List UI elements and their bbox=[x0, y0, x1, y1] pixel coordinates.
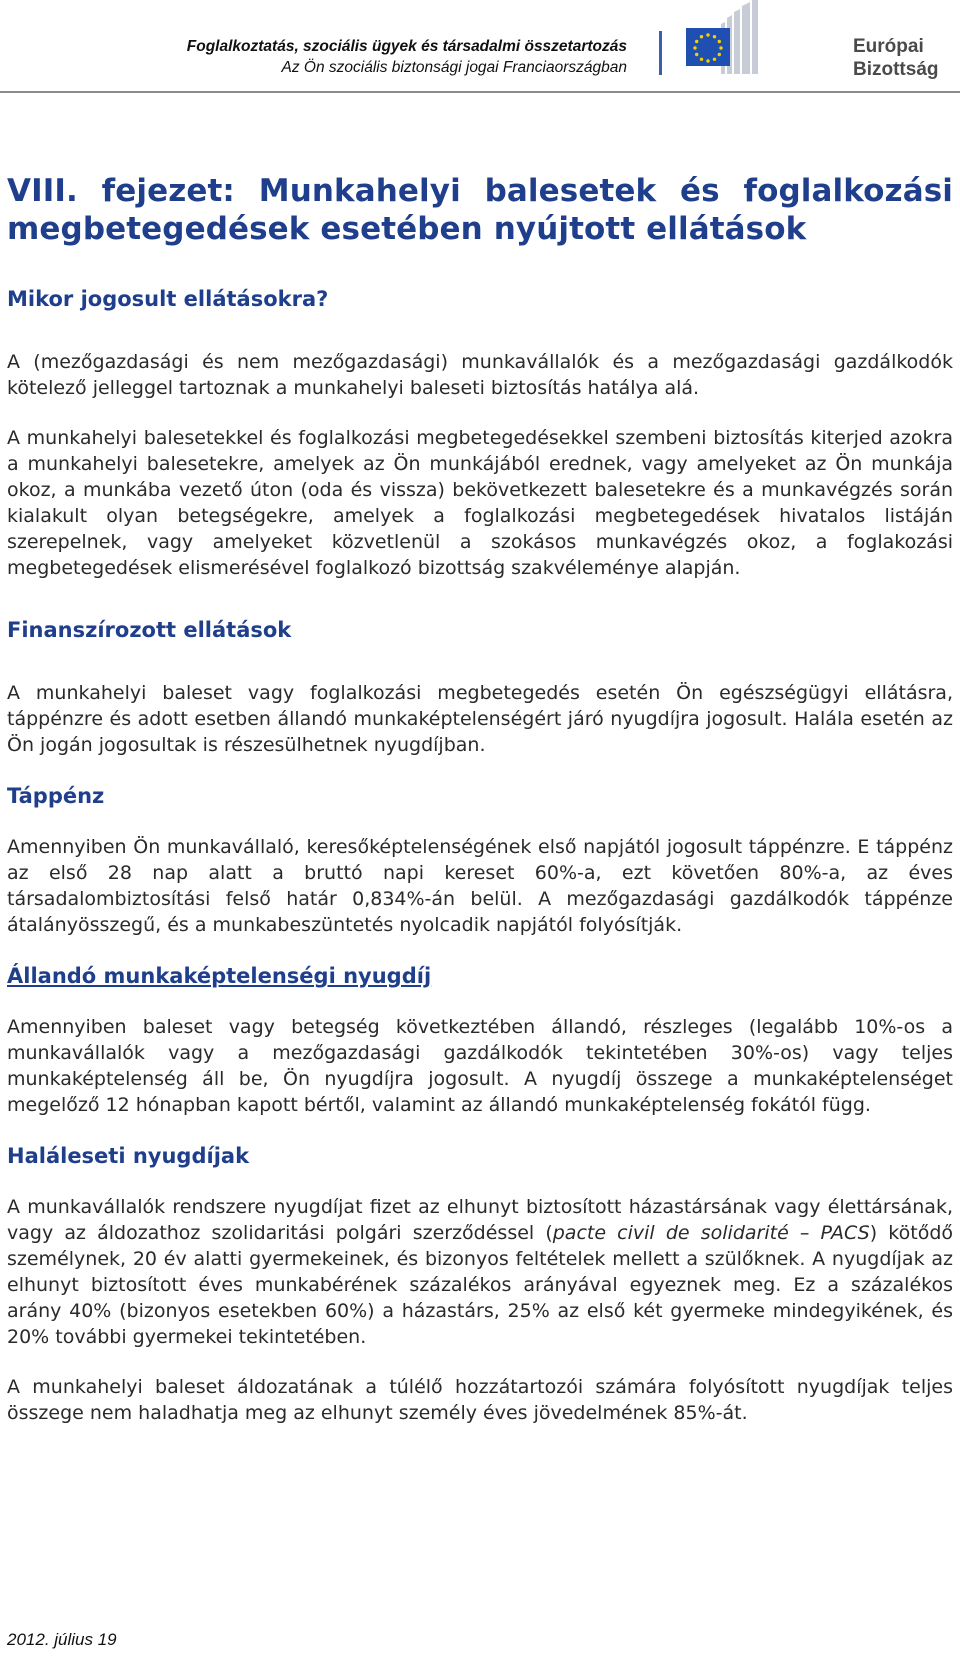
header-text bbox=[187, 37, 627, 78]
header-department: Foglalkoztatás, szociális ügyek és társadalmi összetartozás bbox=[186, 38, 627, 55]
paragraph: Amennyiben baleset vagy betegség következtében állandó, részleges (legalább 10%-os a munkavállalók vagy a mezőgazdasági gazdálkodók tekintetében 30%-os) vagy teljes munkaképtelenség áll be, Ön nyugdíjra jogosult. A nyugdíj összege a munkaképtelenséget megelőző 12 hónapban kapott bértől, valamint az állandó munkaképtelenség fokától függ. bbox=[7, 1016, 953, 1116]
paragraph: A munkahelyi baleset áldozatának a túlélő hozzátartozói számára folyósított nyugdíjak teljes összege nem haladhatja meg az elhunyt személy éves jövedelmének 85%-át. bbox=[7, 1376, 953, 1424]
header-document-title: Az Ön szociális biztonsági jogai Franciaországban bbox=[281, 59, 627, 76]
paragraph-text: A munkavállalók rendszere nyugdíjat fizet az elhunyt biztosított házastársának vagy élettársának, vagy az áldozathoz szolidaritási polgári szerződéssel ( bbox=[7, 1196, 953, 1244]
paragraph: A munkahelyi baleset vagy foglalkozási megbetegedés esetén Ön egészségügyi ellátásra, táppénzre és adott esetben állandó munkaképtelenségért járó nyugdíjra jogosult. Halála esetén az Ön jogán jogosultak is részesülhetnek nyugdíjban. bbox=[7, 682, 953, 756]
organization-name-line1: Európai bbox=[853, 36, 924, 57]
section-heading-sick-pay: Táppénz bbox=[7, 784, 105, 808]
section-heading-survivor-pensions: Haláleseti nyugdíjak bbox=[7, 1144, 250, 1168]
section-heading-eligibility: Mikor jogosult ellátásokra? bbox=[7, 287, 329, 311]
page-header bbox=[0, 0, 960, 92]
header-divider bbox=[659, 31, 662, 75]
european-commission-logo bbox=[680, 0, 760, 80]
paragraph: A munkahelyi balesetekkel és foglalkozási megbetegedésekkel szembeni biztosítás kiterjed azokra a munkahelyi balesetekre, amelyek az Ön munkájából erednek, vagy amelyeket az Ön munkája okoz, a munkába vezető úton (oda és vissza) bekövetkezett balesetekre és a munkavégzés során kialakult olyan betegségekre, amelyek a foglalkozási megbetegedések hivatalos listáján szerepelnek, vagy amelyeket közvetlenül a szokásos munkavégzés okoz, a foglakozási megbetegedések elismerésével foglalkozó bizottság szakvéleménye alapján. bbox=[7, 427, 953, 579]
section-heading-disability-pension: Állandó munkaképtelenségi nyugdíj bbox=[7, 964, 432, 988]
paragraph-text: ) kötődő személynek, 20 év alatti gyermekeinek, és bizonyos feltételek mellett a szülőknek. A nyugdíjak az elhunyt biztosított éves munkabérének százalékos arányával egyeznek meg. Ez a százalékos arány 40% (bizonyos esetekben 60%) a házastárs, 25% az első két gyermeke mindegyikének, és 20% további gyermekei tekintetében. bbox=[7, 1222, 953, 1348]
organization-name-line2: Bizottság bbox=[853, 59, 939, 80]
paragraph-italic-term: pacte civil de solidarité – PACS bbox=[552, 1222, 870, 1244]
header-rule bbox=[0, 91, 960, 93]
paragraph bbox=[7, 1194, 953, 1350]
document-body bbox=[7, 172, 953, 1426]
section-heading-benefits: Finanszírozott ellátások bbox=[7, 618, 292, 642]
page-footer-date: 2012. július 19 bbox=[7, 1630, 117, 1649]
paragraph: Amennyiben Ön munkavállaló, keresőképtelenségének első napjától jogosult táppénzre. E táppénz az első 28 nap alatt a bruttó napi kereset 60%-a, ezt követően 80%-a, az éves társadalombiztosítási felső határ 0,834%-án belül. A mezőgazdasági gazdálkodók táppénze átalányösszegű, és a munkabeszüntetés nyolcadik napjától folyósítják. bbox=[7, 836, 953, 936]
chapter-title: VIII. fejezet: Munkahelyi balesetek és foglalkozási megbetegedések esetében nyújtott ellátások bbox=[7, 173, 953, 247]
paragraph: A (mezőgazdasági és nem mezőgazdasági) munkavállalók és a mezőgazdasági gazdálkodók kötelező jelleggel tartoznak a munkahelyi baleseti biztosítás hatálya alá. bbox=[7, 351, 953, 399]
organization-name bbox=[853, 35, 939, 81]
